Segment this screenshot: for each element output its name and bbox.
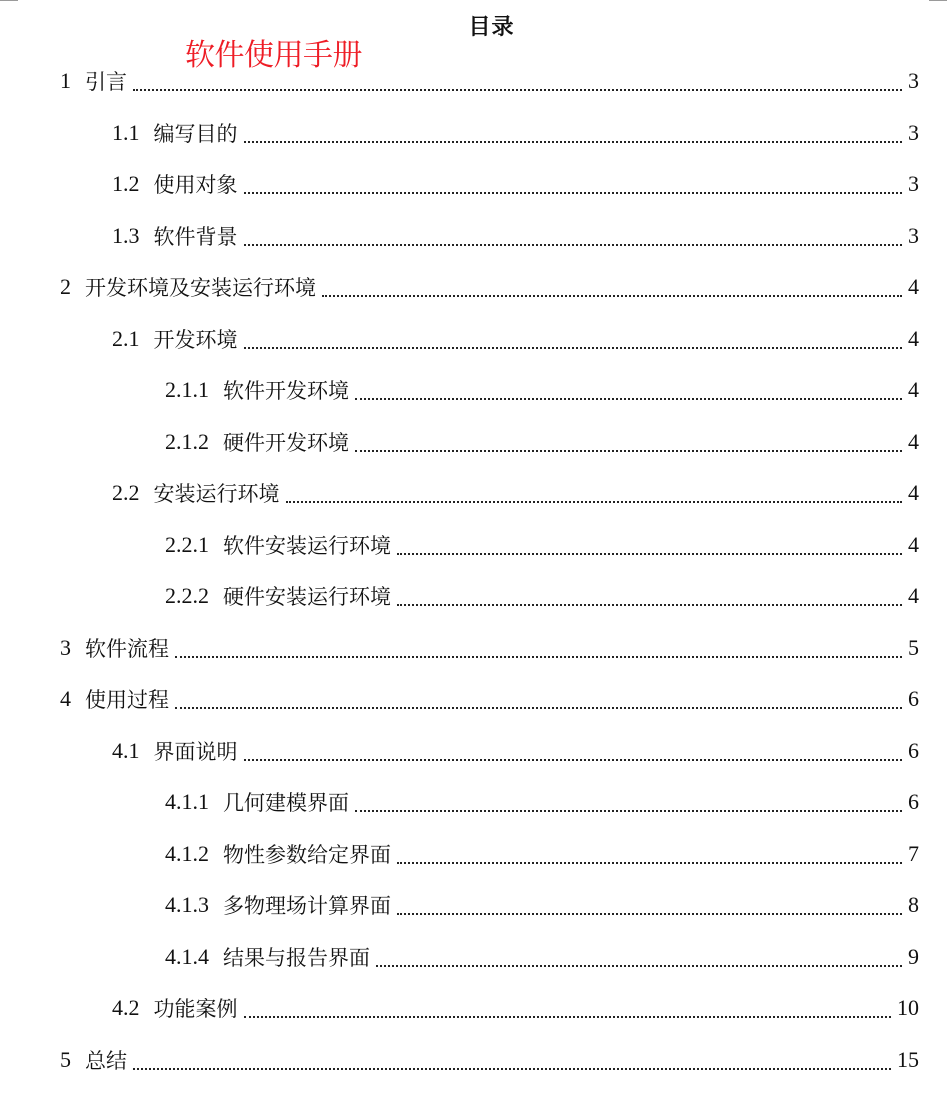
toc-dot-leader: [355, 398, 902, 400]
toc-entry[interactable]: [112, 107, 919, 159]
toc-entry-page-number: 4: [908, 377, 919, 402]
toc-entry-number: 4.2: [112, 995, 140, 1020]
toc-entry[interactable]: [112, 210, 919, 262]
toc-entry-number: 4.1.1: [165, 789, 209, 814]
toc-dot-leader: [133, 89, 902, 91]
toc-entry[interactable]: [112, 982, 919, 1034]
toc-entry-number: 2.1.1: [165, 377, 209, 402]
toc-entry-page-number: 4: [908, 583, 919, 608]
toc-entry-number: 1: [60, 68, 71, 93]
toc-entry-title: 功能案例: [153, 997, 238, 1021]
toc-entry-page-number: 6: [908, 789, 919, 814]
page-corner-mark-right: [929, 0, 947, 1]
toc-entry-title: 使用对象: [153, 173, 238, 197]
toc-entry-number: 3: [60, 634, 71, 660]
toc-entry-title: 使用过程: [85, 688, 169, 712]
toc-entry-page-number: 5: [908, 634, 919, 660]
toc-entry-number: 4.1.3: [165, 892, 209, 917]
toc-dot-leader: [244, 1016, 892, 1018]
toc-entry-page-number: 7: [908, 840, 919, 866]
toc-dot-leader: [397, 553, 902, 555]
toc-dot-leader: [376, 965, 902, 967]
toc-entry-title: 物性参数给定界面: [223, 842, 391, 867]
toc-entry-page-number: 10: [897, 995, 919, 1020]
toc-entry-number: 2.2.1: [165, 531, 209, 557]
toc-entry-title: 软件流程: [85, 636, 169, 661]
toc-entry-title: 硬件开发环境: [223, 430, 349, 455]
toc-entry-number: 4: [60, 686, 71, 711]
toc-entry-title: 软件背景: [153, 224, 238, 249]
toc-entry[interactable]: [60, 261, 919, 313]
toc-entry-page-number: 8: [908, 892, 919, 917]
toc-dot-leader: [244, 244, 903, 246]
toc-entry-title: 硬件安装运行环境: [223, 585, 391, 609]
toc-dot-leader: [322, 295, 902, 297]
toc-entry[interactable]: [60, 55, 919, 107]
toc-dot-leader: [244, 192, 903, 194]
toc-entry-title: 开发环境及安装运行环境: [85, 276, 316, 300]
toc-dot-leader: [133, 1068, 891, 1070]
toc-entry-page-number: 4: [908, 480, 919, 505]
toc-entry[interactable]: [165, 570, 919, 622]
toc-heading: 目录: [468, 14, 515, 40]
toc-dot-leader: [397, 604, 902, 606]
toc-entry-title: 开发环境: [153, 327, 238, 352]
toc-dot-leader: [286, 501, 903, 503]
toc-entry[interactable]: [112, 158, 919, 210]
toc-entry-title: 安装运行环境: [153, 482, 280, 506]
toc-entry[interactable]: [112, 467, 919, 519]
toc-entry-number: 1.1: [112, 119, 140, 145]
toc-entry-page-number: 3: [908, 119, 919, 145]
toc-entry-title: 结果与报告界面: [223, 945, 370, 970]
toc-entry-number: 5: [60, 1046, 71, 1072]
toc-dot-leader: [244, 347, 903, 349]
toc-entry-title: 几何建模界面: [223, 791, 349, 815]
toc-entry-page-number: 9: [908, 943, 919, 969]
toc-entry[interactable]: [60, 1034, 919, 1086]
toc-entry-page-number: 4: [908, 274, 919, 299]
toc-entry-number: 4.1.4: [165, 943, 209, 969]
toc-entry[interactable]: [165, 364, 919, 416]
toc-dot-leader: [397, 913, 902, 915]
toc-entry-number: 4.1: [112, 737, 140, 763]
toc-entry-title: 编写目的: [153, 121, 238, 146]
toc-entry-title: 界面说明: [153, 739, 238, 764]
toc-entry-page-number: 3: [908, 68, 919, 93]
toc-dot-leader: [244, 141, 903, 143]
toc-entry-number: 2.2: [112, 480, 140, 505]
toc-entry[interactable]: [112, 725, 919, 777]
manual-title: 软件使用手册: [185, 38, 362, 73]
toc-entry[interactable]: [60, 622, 919, 674]
toc-entry[interactable]: [60, 673, 919, 725]
toc-dot-leader: [175, 707, 902, 709]
toc-entry-number: 2: [60, 274, 71, 299]
toc-entry-title: 引言: [85, 70, 127, 94]
toc-entry[interactable]: [165, 416, 919, 468]
toc-dot-leader: [355, 450, 902, 452]
toc-dot-leader: [397, 862, 902, 864]
toc-entry-page-number: 4: [908, 531, 919, 557]
toc-dot-leader: [175, 656, 902, 658]
toc-entry-number: 2.1.2: [165, 428, 209, 454]
toc-entry-title: 多物理场计算界面: [223, 894, 391, 918]
toc-entry-number: 4.1.2: [165, 840, 209, 866]
toc-entry-page-number: 15: [897, 1046, 919, 1072]
toc-entry-page-number: 6: [908, 686, 919, 711]
toc-entry[interactable]: [112, 313, 919, 365]
toc-entry[interactable]: [165, 776, 919, 828]
toc-entry-page-number: 4: [908, 428, 919, 454]
toc-entry-page-number: 3: [908, 222, 919, 248]
toc-entry-title: 软件开发环境: [223, 379, 349, 403]
page-corner-mark-left: [0, 0, 18, 1]
toc-entry-number: 1.3: [112, 222, 140, 248]
toc-entry-title: 软件安装运行环境: [223, 533, 391, 558]
toc-entry[interactable]: [165, 879, 919, 931]
toc-entry[interactable]: [165, 519, 919, 571]
toc-entry-number: 2.1: [112, 325, 140, 351]
toc-entry-number: 1.2: [112, 171, 140, 196]
toc-dot-leader: [244, 759, 903, 761]
toc-dot-leader: [355, 810, 902, 812]
toc-entry[interactable]: [165, 828, 919, 880]
toc-entry-number: 2.2.2: [165, 583, 209, 608]
toc-entry[interactable]: [165, 931, 919, 983]
toc-entry-page-number: 6: [908, 737, 919, 763]
toc-entry-page-number: 3: [908, 171, 919, 196]
toc-entry-title: 总结: [85, 1048, 127, 1073]
toc-entry-page-number: 4: [908, 325, 919, 351]
